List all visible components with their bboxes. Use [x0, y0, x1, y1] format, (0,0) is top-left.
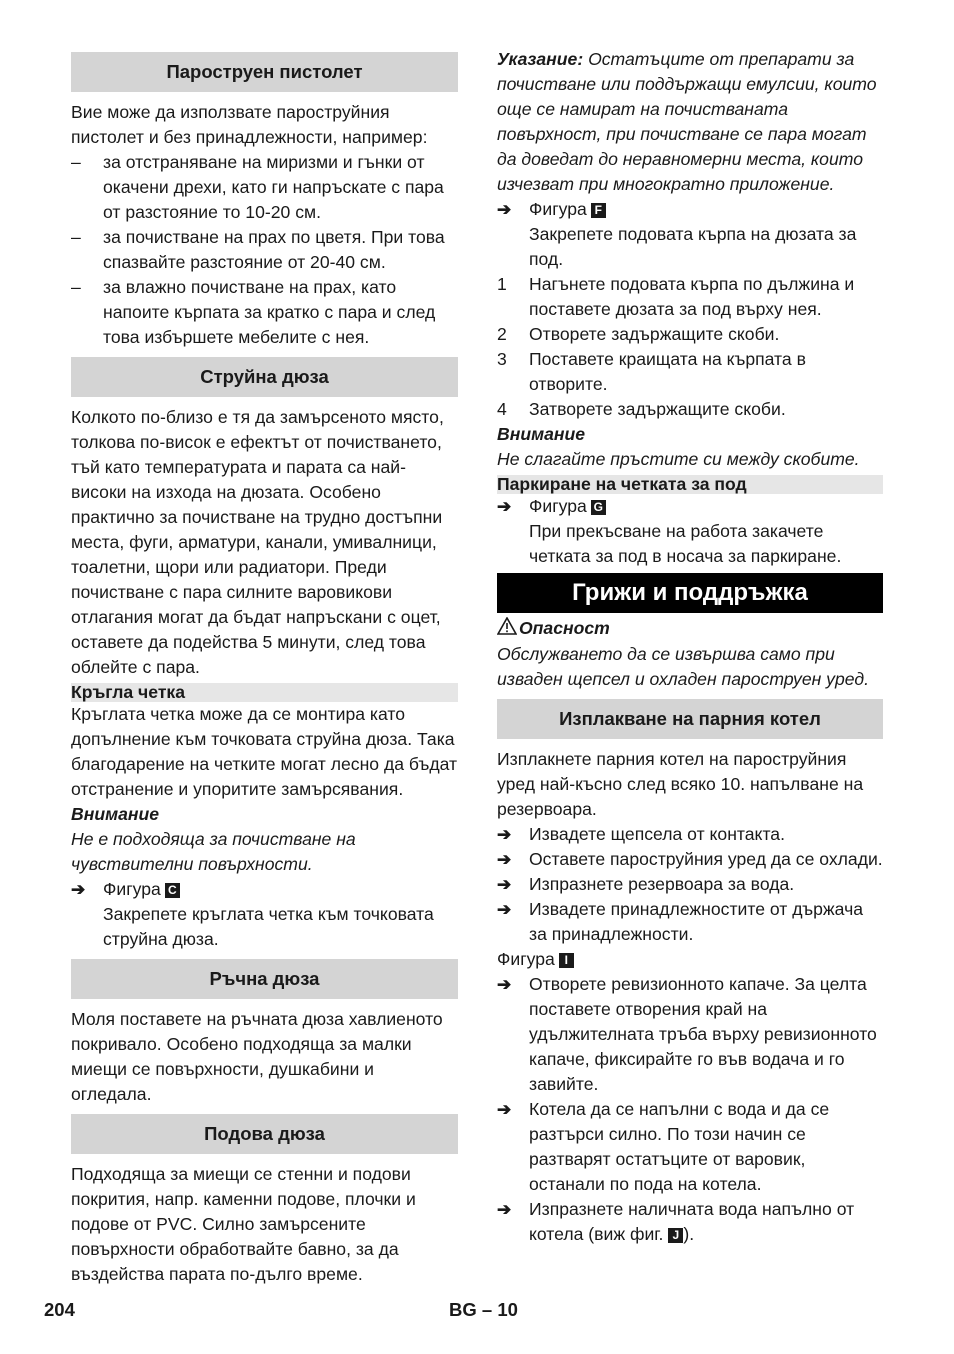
note-paragraph: Указание: Остатъците от препарати за почистване или поддържащи емулсии, които още се намират на почистваната повърхност, при почистване се пара могат да доведат до неравномерни места, които изчезват при многократно приложение. — [497, 49, 877, 194]
floor-nozzle-text: Подходяща за миещи се стенни и подови покрития, напр. каменни подове, плочки и подове от PVC. Силно замърсените повърхности обработвайте бавно, за да въздейства парата по-дълго време. — [71, 1164, 416, 1284]
arrow-right-icon: ➔ — [497, 875, 512, 894]
section-title-hand-nozzle: Ръчна дюза — [71, 959, 458, 999]
hand-nozzle-text: Моля поставете на ръчната дюза хавлиеното покривало. Особено подходяща за малки миещи се повърхности, душкабини и огледала. — [71, 1009, 443, 1104]
figure-c-badge: C — [165, 883, 180, 898]
step-item: 3 Поставете краищата на кърпата в отворите. — [497, 349, 806, 394]
attention-text: Не слагайте пръстите си между скобите. — [497, 449, 860, 469]
list-item: ➔ Оставете пароструйния уред да се охлади. — [497, 847, 883, 872]
arrow-right-icon: ➔ — [71, 880, 86, 899]
arrow-right-icon: ➔ — [497, 825, 512, 844]
arrow-right-icon: ➔ — [497, 850, 512, 869]
section-title-jet-nozzle: Струйна дюза — [71, 357, 458, 397]
list-item: – за отстраняване на миризми и гънки от окачени дрехи, като ги напръскате с пара от разстояние то 10-20 см. — [71, 152, 444, 222]
arrow-right-icon: ➔ — [497, 497, 512, 516]
right-column — [497, 47, 883, 1247]
list-item: ➔ Извадете принадлежностите от държача за принадлежности. — [497, 897, 883, 947]
figure-ref-i: Фигура I — [497, 947, 883, 972]
note-label: Указание: — [497, 49, 584, 69]
step-item: 1 Нагънете подовата кърпа по дължина и поставете дюзата за под върху нея. — [497, 274, 855, 319]
figure-j-badge: J — [668, 1228, 683, 1243]
attention-text: Не е подходяща за почистване на чувствителни повърхности. — [71, 829, 356, 874]
boiler-rinse-intro: Изплакнете парния котел на пароструйния уред най-късно след всяко 10. напълване на резервоара. — [497, 749, 864, 819]
list-item: – за влажно почистване на прах, като напоите кърпата за кратко с пара и след това избършете мебелите с нея. — [71, 277, 436, 347]
step-item: 4 Затворете задържащите скоби. — [497, 399, 786, 419]
danger-text: Обслужването да се извършва само при изваден щепсел и охладен пароструен уред. — [497, 644, 869, 689]
attention-label: Внимание — [71, 804, 160, 824]
section-title-boiler-rinse: Изплакване на парния котел — [497, 699, 883, 739]
section-title-steam-gun: Пароструен пистолет — [71, 52, 458, 92]
page-number: 204 — [44, 1299, 75, 1320]
list-item: ➔ Изпразнете наличната вода напълно от котела (виж фиг. J ). — [497, 1197, 883, 1247]
list-item: ➔ Отворете ревизионното капаче. За целта поставете отворения край на удължителната тръба върху ревизионното капаче, фиксирайте го във водача и го завийте. — [497, 972, 883, 1097]
arrow-right-icon: ➔ — [497, 975, 512, 994]
arrow-right-icon: ➔ — [497, 200, 512, 219]
figure-ref-c: ➔ Фигура C — [71, 877, 458, 902]
danger-heading: Опасност — [497, 616, 883, 642]
chapter-title-care: Грижи и поддръжка — [497, 573, 883, 613]
figure-ref-f: ➔ Фигура F — [497, 197, 883, 222]
section-title-floor-nozzle: Подова дюза — [71, 1114, 458, 1154]
arrow-right-icon: ➔ — [497, 1200, 512, 1219]
round-brush-text: Кръглата четка може да се монтира като допълнение към точковата струйна дюза. Така благодарение на четките могат лесно да бъдат отстранение и упоритите замърсявания. — [71, 704, 458, 799]
figure-g-badge: G — [591, 500, 606, 515]
figure-ref-g: ➔ Фигура G — [497, 494, 883, 519]
figure-i-badge: I — [559, 953, 574, 968]
list-item: – за почистване на прах по цветя. При това спазвайте разстояние от 20-40 см. — [71, 227, 445, 272]
subsection-title-round-brush: Кръгла четка — [71, 683, 458, 702]
list-item: ➔ Котела да се напълни с вода и да се разтърси силно. По този начин се разтварят остатъците от варовик, останали по пода на котела. — [497, 1097, 883, 1197]
figure-f-text-row: Закрепете подовата кърпа на дюзата за под. — [529, 224, 857, 269]
warning-triangle-icon — [497, 617, 519, 642]
list-item: ➔ Изпразнете резервоара за вода. — [497, 872, 883, 897]
arrow-right-icon: ➔ — [497, 1100, 512, 1119]
jet-nozzle-text: Колкото по-близо е тя да замърсеното място, толкова по-висок е ефектът от почистването, тъй като температурата и парата са най-високи на изхода на дюзата. Особено практично за почистване на трудно достъпни места, фуги, арматури, канали, умивалници, тоалетни, щори или радиатори. Преди почистване с пара силните варовикови отлагания могат да бъдат напръскани с оцет, оставете да подейства 5 минути, след това облейте с пара. — [71, 407, 444, 677]
step-item: 2 Отворете задържащите скоби. — [497, 324, 780, 344]
attention-label: Внимание — [497, 424, 586, 444]
list-item: ➔ Извадете щепсела от контакта. — [497, 822, 883, 847]
steam-gun-intro: Вие може да използвате пароструйния пистолет и без принадлежности, например: — [71, 102, 428, 147]
figure-f-badge: F — [591, 203, 606, 218]
section-page-label: BG – 10 — [449, 1299, 518, 1320]
figure-g-text-row: При прекъсване на работа закачете четката за под в носача за паркиране. — [529, 521, 842, 566]
left-column — [71, 47, 458, 1287]
figure-c-text-row: Закрепете кръглата четка към точковата струйна дюза. — [103, 904, 434, 949]
arrow-right-icon: ➔ — [497, 900, 512, 919]
subsection-title-parking: Паркиране на четката за под — [497, 475, 883, 494]
